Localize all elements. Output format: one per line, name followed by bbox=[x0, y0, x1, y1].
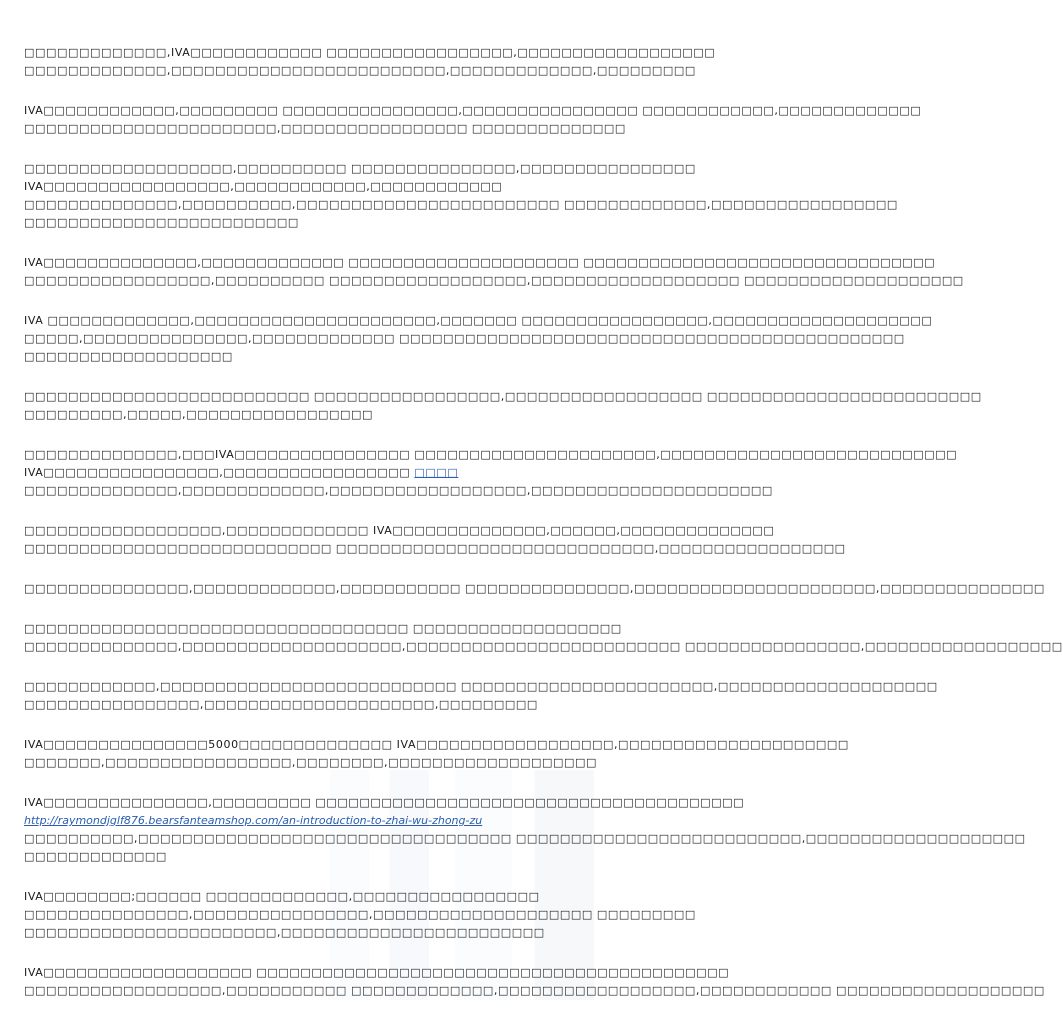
text-line bbox=[24, 348, 696, 366]
text-segment: □□□□□□□□□□□□□□□□□□□□□□□□□□□□□□□□□□□ □□□□□□□□□□□□□□□□□□□ bbox=[24, 622, 622, 635]
text-segment: □□□□□,□□□□□□□□□□□□□□□,□□□□□□□□□□□□□ □□□□□□□□□□□□□□□□□□□□□□□□□□□□□□□□□□□□□□□□□□□□□□ bbox=[24, 332, 905, 345]
text-line bbox=[24, 482, 773, 500]
text-segment: □□□□□□□□□□□□□□,□□□□□□□□□□,□□□□□□□□□□□□□□□□□□□□□□□□ □□□□□□□□□□□□□,□□□□□□□□□□□□□□□□□ bbox=[24, 198, 898, 211]
text-segment: □□□□□□□□□□□□□□□,□□□□□□□□□□□□□□□□,□□□□□□□□□□□□□□□□□□□□ □□□□□□□□□ bbox=[24, 908, 696, 921]
text-segment: IVA□□□□□□□□□□□□□□,□□□□□□□□□□□□□ □□□□□□□□□□□□□□□□□□□□□ □□□□□□□□□□□□□□□□□□□□□□□□□□□□□□□□ bbox=[24, 256, 936, 269]
text-line bbox=[24, 924, 696, 942]
inline-link[interactable]: □□□□ bbox=[414, 466, 459, 479]
paragraph bbox=[24, 522, 846, 558]
paragraph bbox=[24, 888, 696, 942]
text-line bbox=[24, 160, 696, 178]
paragraph bbox=[24, 580, 1045, 598]
text-segment: IVA□□□□□□□□□□□□□□□□,□□□□□□□□□□□□□□□□□ bbox=[24, 466, 415, 479]
text-line bbox=[24, 102, 922, 120]
text-segment: IVA□□□□□□□□□□□□□□□5000□□□□□□□□□□□□□□ IVA□□□□□□□□□□□□□□□□□□,□□□□□□□□□□□□□□□□□□□□□ bbox=[24, 738, 849, 751]
text-segment: □□□□□□□□□,□□□□□,□□□□□□□□□□□□□□□□□ bbox=[24, 408, 373, 421]
paragraph bbox=[24, 312, 933, 366]
text-segment: IVA□□□□□□□□□□□□□□□,□□□□□□□□□ □□□□□□□□□□□□□□□□□□□□□□□□□□□□□□□□□□□□□□□ bbox=[24, 796, 745, 809]
paragraph bbox=[24, 102, 922, 138]
text-line bbox=[24, 696, 696, 714]
text-line bbox=[24, 330, 905, 348]
text-line bbox=[24, 620, 696, 638]
text-line bbox=[24, 982, 1045, 1000]
paragraph bbox=[24, 736, 849, 772]
text-line bbox=[24, 120, 696, 138]
paragraph bbox=[24, 794, 1026, 866]
text-segment: □□□□□□□□□□□□□□□□□,□□□□□□□□□□ □□□□□□□□□□□□□□□□□□,□□□□□□□□□□□□□□□□□□□ □□□□□□□□□□□□□□□□□□□□ bbox=[24, 274, 964, 287]
text-line bbox=[24, 272, 964, 290]
text-line bbox=[24, 214, 696, 232]
text-line bbox=[24, 178, 696, 196]
text-line bbox=[24, 754, 696, 772]
text-line bbox=[24, 464, 696, 482]
text-line bbox=[24, 446, 958, 464]
text-line bbox=[24, 62, 696, 80]
text-line bbox=[24, 254, 936, 272]
text-line bbox=[24, 964, 730, 982]
text-segment: □□□□□□□□□□□□□□,□□□□□□□□□□□□□,□□□□□□□□□□□□□□□□□□,□□□□□□□□□□□□□□□□□□□□□□ bbox=[24, 484, 773, 497]
text-segment: □□□□□□□□□□□□□□□□□□□□□□□□□□ □□□□□□□□□□□□□□□□□,□□□□□□□□□□□□□□□□□□ □□□□□□□□□□□□□□□□□□□□□□□□□ bbox=[24, 390, 982, 403]
paragraph bbox=[24, 44, 716, 80]
text-line bbox=[24, 540, 846, 558]
text-segment: □□□□□□□□□□□□□□□,□□□□□□□□□□□□□,□□□□□□□□□□□ □□□□□□□□□□□□□□□,□□□□□□□□□□□□□□□□□□□□□□,□□□□□□□□□□□□□□□ bbox=[24, 582, 1045, 595]
paragraph bbox=[24, 620, 1063, 656]
text-line bbox=[24, 388, 982, 406]
paragraph bbox=[24, 388, 982, 424]
text-line bbox=[24, 888, 696, 906]
url-link[interactable]: http://raymondjglf876.bearsfanteamshop.com/an-introduction-to-zhai-wu-zhong-zu bbox=[24, 814, 483, 827]
text-segment: □□□□□□□□□□,□□□□□□□□□□□□□□□□□□□□□□□□□□□□□□□□□□ □□□□□□□□□□□□□□□□□□□□□□□□□□,□□□□□□□□□□□□□□□□□□□□ bbox=[24, 832, 1026, 845]
text-segment: □□□□□□□□□□□□□,IVA□□□□□□□□□□□□ □□□□□□□□□□□□□□□□□,□□□□□□□□□□□□□□□□□□ bbox=[24, 46, 716, 59]
text-segment: IVA□□□□□□□□□□□□□□□□□□□ □□□□□□□□□□□□□□□□□□□□□□□□□□□□□□□□□□□□□□□□□□□ bbox=[24, 966, 730, 979]
text-segment: □□□□□□□□□□□□□□□□□□□□□□□□□ bbox=[24, 216, 299, 229]
text-segment: IVA □□□□□□□□□□□□□,□□□□□□□□□□□□□□□□□□□□□□,□□□□□□□ □□□□□□□□□□□□□□□□□,□□□□□□□□□□□□□□□□□□□□ bbox=[24, 314, 933, 327]
text-segment: □□□□□□□□□□□□□□□□□□□ bbox=[24, 350, 233, 363]
text-line bbox=[24, 312, 933, 330]
text-segment: □□□□□□□□□□□□□□□□□□□□□□□,□□□□□□□□□□□□□□□□□ □□□□□□□□□□□□□□ bbox=[24, 122, 626, 135]
text-line bbox=[24, 812, 696, 830]
text-segment: □□□□□□□□□□□□□□□□□□□□□□□□□□□□ □□□□□□□□□□□□□□□□□□□□□□□□□□□□□,□□□□□□□□□□□□□□□□□ bbox=[24, 542, 846, 555]
text-line bbox=[24, 638, 1063, 656]
paragraph bbox=[24, 964, 1045, 1000]
text-segment: □□□□□□□,□□□□□□□□□□□□□□□□□,□□□□□□□□,□□□□□□□□□□□□□□□□□□□ bbox=[24, 756, 597, 769]
text-segment: □□□□□□□□□□□□,□□□□□□□□□□□□□□□□□□□□□□□□□□□ □□□□□□□□□□□□□□□□□□□□□□□,□□□□□□□□□□□□□□□□□□□□ bbox=[24, 680, 938, 693]
text-segment: □□□□□□□□□□□□□□□□□□,□□□□□□□□□□□ □□□□□□□□□□□□□,□□□□□□□□□□□□□□□□□□,□□□□□□□□□□□□ □□□□□□□□□□□□□□□□□□□ bbox=[24, 984, 1045, 997]
text-line bbox=[24, 830, 1026, 848]
text-line bbox=[24, 794, 745, 812]
paragraph bbox=[24, 254, 964, 290]
text-line bbox=[24, 906, 696, 924]
text-line bbox=[24, 522, 775, 540]
text-line bbox=[24, 580, 1045, 598]
text-line bbox=[24, 44, 716, 62]
text-segment: IVA□□□□□□□□□□□□,□□□□□□□□□ □□□□□□□□□□□□□□□□,□□□□□□□□□□□□□□□□ □□□□□□□□□□□□,□□□□□□□□□□□□□ bbox=[24, 104, 922, 117]
text-line bbox=[24, 196, 898, 214]
text-segment: □□□□□□□□□□□□□□□□,□□□□□□□□□□□□□□□□□□□□□,□□□□□□□□□ bbox=[24, 698, 538, 711]
paragraph bbox=[24, 446, 958, 500]
paragraph bbox=[24, 678, 938, 714]
text-line bbox=[24, 736, 849, 754]
text-segment: □□□□□□□□□□□□□,□□□□□□□□□□□□□□□□□□□□□□□□□,□□□□□□□□□□□□□,□□□□□□□□□ bbox=[24, 64, 696, 77]
text-line bbox=[24, 848, 696, 866]
text-segment: □□□□□□□□□□□□□□,□□□IVA□□□□□□□□□□□□□□□□ □□□□□□□□□□□□□□□□□□□□□□,□□□□□□□□□□□□□□□□□□□□□□□□□□□ bbox=[24, 448, 958, 461]
text-segment: □□□□□□□□□□□□□□□□□□□□□□□,□□□□□□□□□□□□□□□□□□□□□□□□ bbox=[24, 926, 545, 939]
text-segment: □□□□□□□□□□□□□□,□□□□□□□□□□□□□□□□□□□□,□□□□□□□□□□□□□□□□□□□□□□□□□ □□□□□□□□□□□□□□□□,□□□□□□□□□□□□□□□□□□ bbox=[24, 640, 1063, 653]
text-line bbox=[24, 678, 938, 696]
text-segment: □□□□□□□□□□□□□□□□□□□,□□□□□□□□□□ □□□□□□□□□□□□□□□,□□□□□□□□□□□□□□□□ bbox=[24, 162, 696, 175]
text-segment: □□□□□□□□□□□□□□□□□□,□□□□□□□□□□□□□ IVA□□□□□□□□□□□□□□,□□□□□□,□□□□□□□□□□□□□□ bbox=[24, 524, 775, 537]
text-line bbox=[24, 406, 696, 424]
text-segment: IVA□□□□□□□□□□□□□□□□□,□□□□□□□□□□□□,□□□□□□□□□□□□ bbox=[24, 180, 503, 193]
article-body bbox=[24, 44, 1063, 1022]
paragraph bbox=[24, 160, 898, 232]
text-segment: □□□□□□□□□□□□□ bbox=[24, 850, 167, 863]
text-segment: IVA□□□□□□□□;□□□□□□ □□□□□□□□□□□□□,□□□□□□□□□□□□□□□□□ bbox=[24, 890, 540, 903]
